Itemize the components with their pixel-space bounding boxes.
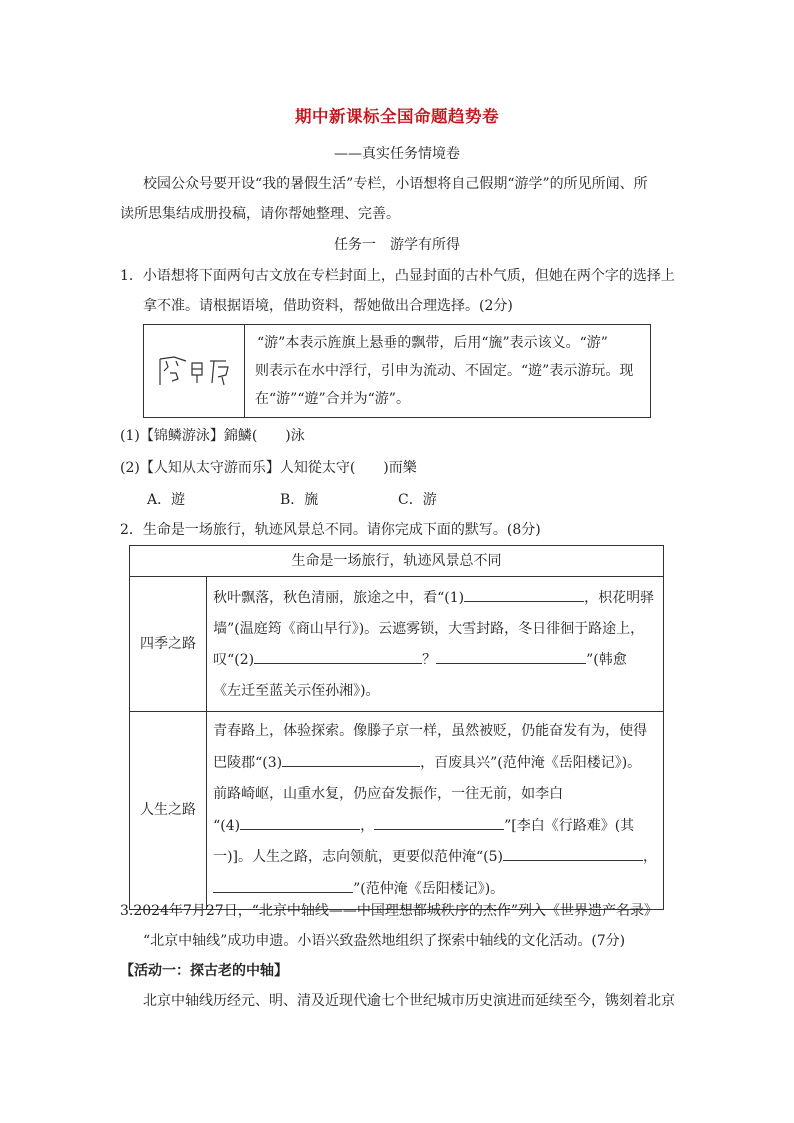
blank-4b[interactable]	[374, 815, 504, 830]
row2-text-6b: ”(范仲淹《岳阳楼记》)。	[353, 880, 505, 897]
row-content-life	[207, 712, 664, 910]
row1-text-3a: 叹“(2)	[213, 652, 255, 668]
q1-option-a: A．遊	[147, 492, 186, 508]
blank-5b[interactable]	[213, 878, 353, 893]
row2-text-2a: 巴陵郡“(3)	[213, 754, 283, 771]
row2-text-4b: ，	[360, 817, 375, 834]
blank-2a[interactable]	[254, 649, 422, 664]
explanation-line-2: 则表示在水中浮行，引申为流动、不固定。“遊”表示游玩。现	[255, 363, 634, 379]
row2-text-4a: “(4)	[213, 817, 241, 834]
explanation-line-1: “游”本表示旌旗上悬垂的飘带，后用“旒”表示该义。“游”	[257, 335, 608, 351]
q1-option-b: B．旒	[280, 492, 319, 508]
blank-1[interactable]	[464, 587, 584, 602]
row2-text-3: 前路崎岖，山重水复，仍应奋发振作，一往无前，如李白	[213, 786, 564, 802]
row-label-seasons: 四季之路	[130, 577, 207, 712]
q2-table-header: 生命是一场旅行，轨迹风景总不同	[130, 546, 664, 577]
explanation-cell	[245, 325, 651, 418]
task1-heading: 任务一 游学有所得	[334, 237, 460, 253]
q3-line-1: 3.2024年7月27日，“北京中轴线——中国理想都城秩序的杰作”列入《世界遗产名录》	[120, 903, 659, 919]
row1-text-2: 墙”(温庭筠《商山早行》)。云遮雾锁，大雪封路，冬日徘徊于路途上，	[213, 621, 645, 637]
page-subtitle: ——真实任务情境卷	[334, 146, 460, 162]
q1-stem-line-2: 拿不准。请根据语境，借助资料，帮她做出合理选择。(2分)	[143, 298, 513, 314]
row-label-life: 人生之路	[130, 712, 207, 910]
row2-text-1: 青春路上，体验探索。像滕子京一样，虽然被贬，仍能奋发有为，使得	[213, 723, 648, 739]
blank-3[interactable]	[282, 752, 420, 767]
blank-5a[interactable]	[503, 846, 643, 861]
row1-text-1a: 秋叶飘落，秋色清丽，旅途之中，看“(1)	[213, 590, 465, 606]
q3-line-2: “北京中轴线”成功申遗。小语兴致盎然地组织了探索中轴线的文化活动。(7分)	[143, 933, 626, 949]
row2-text-5b: ，	[643, 849, 657, 865]
row1-text-3b: ？	[422, 652, 437, 668]
q1-info-table	[143, 324, 651, 418]
q1-sub-question-1: (1)【锦鳞游泳】錦鱗( )泳	[120, 428, 305, 444]
q1-stem-line-1: 1．小语想将下面两句古文放在专栏封面上，凸显封面的古朴气质，但她在两个字的选择上	[120, 268, 675, 284]
blank-2b[interactable]	[436, 649, 586, 664]
q3-body-text: 北京中轴线历经元、明、清及近现代逾七个世纪城市历史演进而延续至今，镌刻着北京	[143, 993, 675, 1009]
row2-text-2b: ，百废具兴”(范仲淹《岳阳楼记》)。	[420, 754, 642, 771]
ancient-glyph-cell	[144, 325, 245, 418]
row1-text-4: 《左迁至蓝关示侄孙湘》)。	[213, 683, 380, 699]
q1-option-c: C．游	[398, 492, 437, 508]
q2-stem: 2．生命是一场旅行，轨迹风景总不同。请你完成下面的默写。(8分)	[120, 522, 541, 538]
row1-text-3c: ”(韩愈	[586, 652, 627, 668]
explanation-line-3: 在“游”“遊”合并为“游”。	[255, 391, 410, 407]
row2-text-4c: ”[李白《行路难》(其	[504, 817, 635, 834]
q1-sub-question-2: (2)【人知从太守游而乐】人知從太守( )而樂	[120, 460, 417, 476]
page-title: 期中新课标全国命题趋势卷	[295, 107, 499, 126]
row-content-seasons	[207, 577, 664, 712]
q2-dictation-table	[129, 545, 664, 910]
ancient-script-illustration	[144, 353, 244, 389]
intro-line-2: 读所思集结成册投稿，请你帮她整理、完善。	[120, 206, 400, 222]
row2-text-5a: 一)]。人生之路，志向领航，更要似范仲淹“(5)	[213, 849, 503, 865]
q3-activity-heading: 【活动一：探古老的中轴】	[120, 963, 288, 979]
blank-4a[interactable]	[240, 815, 360, 830]
intro-line-1: 校园公众号要开设“我的暑假生活”专栏，小语想将自己假期“游学”的所见所闻、所	[143, 176, 648, 192]
row1-text-1b: ，枳花明驿	[584, 590, 655, 606]
